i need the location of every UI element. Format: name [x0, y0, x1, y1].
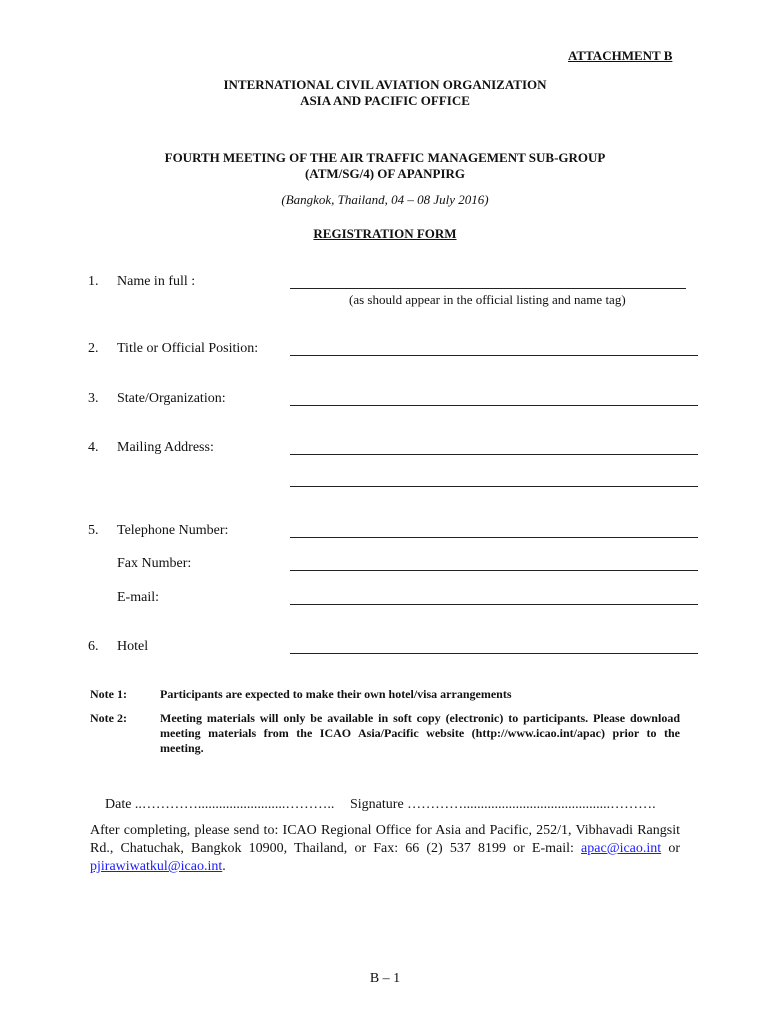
email-label: E-mail:	[117, 590, 159, 605]
note-1-text: Participants are expected to make their own hotel/visa arrangements	[160, 687, 512, 701]
field-number: 3.	[88, 391, 99, 406]
field-number: 4.	[88, 440, 99, 455]
name-label: Name in full :	[117, 274, 196, 289]
hotel-input-line[interactable]	[290, 653, 698, 654]
fax-label: Fax Number:	[117, 556, 192, 571]
note-2-text: Meeting materials will only be available in soft copy (electronic) to participants. Please download meeting materials from the ICAO Asia/Pacific website (http://www.icao.int/apac) prior to the meeting.	[160, 711, 680, 755]
meeting-venue: (Bangkok, Thailand, 04 – 08 July 2016)	[281, 192, 489, 207]
field-number: 2.	[88, 341, 99, 356]
mailing-address-label: Mailing Address:	[117, 440, 214, 455]
form-title: REGISTRATION FORM	[313, 226, 457, 241]
note-2-label: Note 2:	[90, 711, 127, 725]
send-to-text: After completing, please send to: ICAO Regional Office for Asia and Pacific, 252/1, Vibhavadi Rangsit Rd., Chatuchak, Bangkok 10900, Thailand, or Fax: 66 (2) 537 8199 or E-mail:	[90, 823, 680, 856]
send-to-end: .	[222, 859, 226, 874]
organization-label: State/Organization:	[117, 391, 226, 406]
mailing-address-input-line-1[interactable]	[290, 454, 698, 455]
date-field[interactable]: Date ..………….........................………..	[105, 797, 335, 812]
hotel-label: Hotel	[117, 639, 149, 654]
email-input-line[interactable]	[290, 604, 698, 605]
name-input-line[interactable]	[290, 288, 686, 289]
email-link-apac[interactable]: apac@icao.int	[581, 841, 662, 856]
email-link-pjirawiwatkul[interactable]: pjirawiwatkul@icao.int	[90, 859, 223, 874]
telephone-label: Telephone Number:	[117, 523, 229, 538]
org-name: INTERNATIONAL CIVIL AVIATION ORGANIZATION	[223, 77, 547, 92]
field-number: 1.	[88, 274, 99, 289]
telephone-input-line[interactable]	[290, 537, 698, 538]
meeting-subtitle: (ATM/SG/4) OF APANPIRG	[304, 166, 466, 181]
attachment-label: ATTACHMENT B	[568, 48, 673, 63]
title-label: Title or Official Position:	[117, 341, 259, 356]
note-1-label: Note 1:	[90, 687, 127, 701]
title-input-line[interactable]	[290, 355, 698, 356]
signature-field[interactable]: Signature …………..........................................……….	[350, 797, 656, 812]
send-to-or: or	[661, 841, 680, 856]
organization-input-line[interactable]	[290, 405, 698, 406]
office-name: ASIA AND PACIFIC OFFICE	[300, 93, 470, 108]
fax-input-line[interactable]	[290, 570, 698, 571]
field-number: 5.	[88, 523, 99, 538]
name-hint: (as should appear in the official listing and name tag)	[349, 292, 626, 307]
page-number: B – 1	[369, 971, 401, 986]
meeting-title: FOURTH MEETING OF THE AIR TRAFFIC MANAGEMENT SUB-GROUP	[164, 150, 606, 165]
field-number: 6.	[88, 639, 99, 654]
mailing-address-input-line-2[interactable]	[290, 486, 698, 487]
send-to-paragraph	[90, 822, 680, 876]
